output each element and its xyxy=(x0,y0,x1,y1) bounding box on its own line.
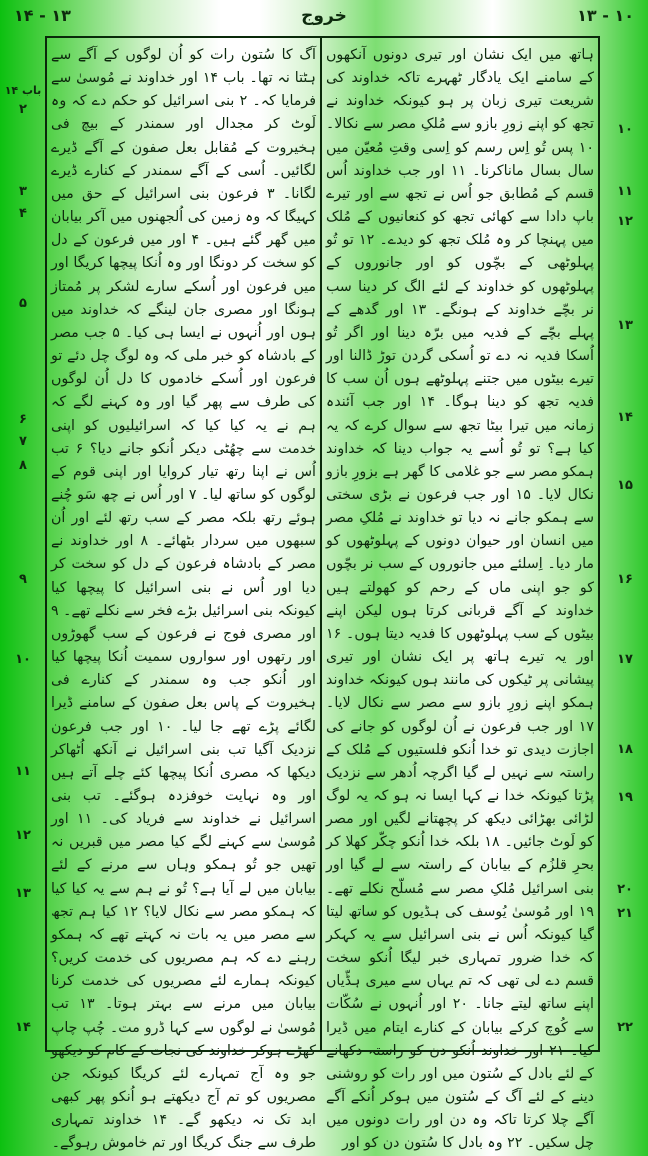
margin-verse-number: ۱۳ xyxy=(617,318,633,333)
margin-verse-number: ۱۲ xyxy=(617,214,633,229)
margin-verse-number: ۲ xyxy=(19,102,27,117)
margin-verse-number: ۱۰ xyxy=(617,122,633,137)
margin-verse-number: ۱۳ xyxy=(15,886,31,901)
margin-verse-number: ۸ xyxy=(19,458,27,473)
margin-verse-number: ۲۰ xyxy=(617,882,633,897)
header-left-reference: ۱۴ - ۱۳ xyxy=(14,6,71,25)
margin-verse-number: ۱۷ xyxy=(617,652,633,667)
margin-verse-number: ۱۴ xyxy=(15,1020,31,1035)
right-column-text: ہاتھ میں ایک نشان اور تیری دونوں آنکھوں کے سامنے ایک یادگار ٹھہرے تاکہ خداوند کی شریعت تیری زبان پر ہو کیونکہ خداوند نے تجھ کو اپنے زورِ بازو سے مُلکِ مصر سے نکالا۔ ۱۰ پس تُو اِس رسم کو اِسی وقتِ مُعیّن میں سال بسال ماناکرنا۔ ۱۱ اور جب خداوند اُس قسم کے مُطابق جو اُس نے تجھ سے اور تیرے باپ دادا سے کھائی تجھ کو کنعانیوں کے مُلک میں پہنچا کر وہ مُلک تجھ کو دیدے۔ ۱۲ تو تُو پہلوٹھی کے بچّوں کو اور جانوروں کے پہلوٹھوں کو خداوند کے لئے الگ کر دینا سب نر بچّے خداوند کے ہونگے۔ ۱۳ اور گدھے کے پہلے بچّے کے فدیہ میں برّہ دینا اور اگر تُو اُسکا فدیہ نہ دے تو اُسکی گردن توڑ ڈالنا اور تیرے بیٹوں میں جتنے پہلوٹھے ہوں اُن سب کا فدیہ تجھ کو دینا ہوگا۔ ۱۴ اور جب آئندہ زمانہ میں تیرا بیٹا تجھ سے سوال کرے کہ یہ کیا ہے؟ تو تُو اُسے یہ جواب دینا کہ خداوند ہمکو مصر سے جو غلامی کا گھر ہے بزورِ بازو نکال لایا۔ ۱۵ اور جب فرعون نے بڑی سختی سے ہمکو جانے نہ دیا تو خداوند نے مُلکِ مصر میں انسان اور حیوان دونوں کے پہلوٹھوں کو مار دیا۔ اِسلئے میں جانوروں کے سب نر بچّوں کو جو اپنی ماں کے رحم کو کھولتے ہیں خداوند کے آگے قربانی کرتا ہوں لیکن اپنے بیٹوں کے سب پہلوٹھوں کا فدیہ دیتا ہوں۔ ۱۶ اور یہ تیرے ہاتھ پر ایک نشان اور تیری پیشانی پر ٹیکوں کی مانند ہوں کیونکہ خداوند ہمکو اپنے زورِ بازو سے مصر سے نکال لایا۔ ۱۷ اور جب فرعون نے اُن لوگوں کو جانے کی اجازت دیدی تو خدا اُنکو فلستیوں کے مُلک کے راستہ سے نہیں لے گیا اگرچہ اُدھر سے نزدیک پڑتا کیونکہ خدا نے کہا ایسا نہ ہو کہ یہ لوگ لڑائی بھڑائی دیکھ کر پچھتانے لگیں اور مصر کو لَوٹ جائیں۔ ۱۸ بلکہ خدا اُنکو چکّر کھلا کر بحرِ قلزُم کے بیابان کے راستہ سے لے گیا اور بنی اسرائیل مُلکِ مصر سے مُسلّح نکلے تھے۔ ۱۹ اور مُوسیٰ یُوسف کی ہڈیوں کو ساتھ لیتا گیا کیونکہ اُس نے بنی اسرائیل سے یہ کہکر کہ خدا ضرور تمہاری خبر لیگا اُنکو سخت قسم دے لی تھی کہ تم یہاں سے میری ہڈّیاں اپنے ساتھ لیتے جانا۔ ۲۰ اور اُنہوں نے سُکّات سے کُوچ کرکے بیابان کے کنارے ایتام میں ڈیرا کیا۔ ۲۱ اور خداوند اُنکو دن کو راستہ دکھانے کے لئے بادل کے سُتون میں اور رات کو روشنی دینے کے لئے آگ کے سُتون میں ہوکر اُنکے آگے آگے چلا کرتا تاکہ وہ دن اور رات دونوں میں چل سکیں۔ ۲۲ وہ بادل کا سُتون دن کو اور xyxy=(326,47,595,1152)
margin-verse-number: ۱۴ xyxy=(617,410,633,425)
left-text-column xyxy=(51,44,317,1152)
right-text-column xyxy=(326,44,595,1152)
column-divider xyxy=(320,38,322,1050)
margin-verse-number: ۶ xyxy=(19,412,27,427)
margin-verse-number: ۴ xyxy=(19,206,27,221)
margin-verse-number: ۱۵ xyxy=(617,478,633,493)
margin-verse-number: ۱۱ xyxy=(15,764,31,779)
book-title: خروج xyxy=(301,6,347,26)
margin-verse-number: ۱۶ xyxy=(617,572,633,587)
header-right-reference: ۱۳ - ۱۰ xyxy=(577,6,634,25)
margin-verse-number: ۱۸ xyxy=(617,742,633,757)
margin-verse-number: ۹ xyxy=(19,572,27,587)
running-header xyxy=(0,6,648,30)
margin-verse-number: ۱۱ xyxy=(617,184,633,199)
margin-verse-number: ۲۱ xyxy=(617,906,633,921)
margin-chapter-heading: باب ۱۴ xyxy=(4,84,42,97)
margin-verse-number: ۱۹ xyxy=(617,790,633,805)
margin-verse-number: ۱۲ xyxy=(15,828,31,843)
margin-verse-number: ۷ xyxy=(19,434,27,449)
margin-verse-number: ۳ xyxy=(19,184,27,199)
margin-verse-number: ۵ xyxy=(19,296,27,311)
left-column-text: آگ کا سُتون رات کو اُن لوگوں کے آگے سے ہٹتا نہ تھا۔ باب ۱۴ اور خداوند نے مُوسیٰ سے فرمایا کہ۔ ۲ بنی اسرائیل کو حکم دے کہ وہ لَوٹ کر مجدال اور سمندر کے بیچ فی ہخیروت کے مُقابل بعل صفون کے آگے ڈیرے لگائیں۔ اُسی کے آگے سمندر کے کنارے ڈیرے لگانا۔ ۳ فرعون بنی اسرائیل کے حق میں کہیگا کہ وہ زمین کی اُلجھنوں میں آکر بیابان میں گھر گئے ہیں۔ ۴ اور میں فرعون کے دل کو سخت کر دونگا اور وہ اُنکا پیچھا کریگا اور میں فرعون اور اُسکے سارے لشکر پر مُمتاز ہونگا اور مصری جان لینگے کہ خداوند میں ہوں اور اُنہوں نے ایسا ہی کیا۔ ۵ جب مصر کے بادشاہ کو خبر ملی کہ وہ لوگ چل دئے تو فرعون اور اُسکے خادموں کا دل اُن لوگوں کی طرف سے پھر گیا اور وہ کہنے لگے کہ ہم نے یہ کیا کیا کہ اسرائیلیوں کو اپنی خدمت سے چھُٹی دیکر اُنکو جانے دیا؟ ۶ تب اُس نے اپنا رتھ تیار کروایا اور اپنی قوم کے لوگوں کو ساتھ لیا۔ ۷ اور اُس نے چھ سَو چُنے ہوئے رتھ بلکہ مصر کے سب رتھ لئے اور اُن سبھوں میں سردار بٹھائے۔ ۸ اور خداوند نے مصر کے بادشاہ فرعون کے دل کو سخت کر دیا اور اُس نے بنی اسرائیل کا پیچھا کیا کیونکہ بنی اسرائیل بڑے فخر سے نکلے تھے۔ ۹ اور مصری فوج نے فرعون کے سب گھوڑوں اور رتھوں اور سواروں سمیت اُنکا پیچھا کیا اور اُنکو جب وہ سمندر کے کنارے فی ہخیروت کے پاس بعل صفون کے سامنے ڈیرا لگائے پڑے تھے جا لیا۔ ۱۰ اور جب فرعون نزدیک آگیا تب بنی اسرائیل نے آنکھ اُٹھاکر دیکھا کہ مصری اُنکا پیچھا کئے چلے آتے ہیں اور وہ نہایت خوفزدہ ہوگئے۔ تب بنی اسرائیل نے خداوند سے فریاد کی۔ ۱۱ اور مُوسیٰ سے کہنے لگے کیا مصر میں قبریں نہ تھیں جو تُو ہمکو وہاں سے مرنے کے لئے بیابان میں لے آیا ہے؟ تُو نے ہم سے یہ کیا کیا کہ ہمکو مصر سے نکال لایا؟ ۱۲ کیا ہم تجھ سے مصر میں یہ بات نہ کہتے تھے کہ ہمکو رہنے دے کہ ہم مصریوں کی خدمت کریں؟ کیونکہ ہمارے لئے مصریوں کی خدمت کرنا بیابان میں مرنے سے بہتر ہوتا۔ ۱۳ تب مُوسیٰ نے لوگوں سے کہا ڈرو مت۔ چُپ چاپ کھڑے ہوکر خداوند کی نجات کے کام کو دیکھو جو وہ آج تمہارے لئے کریگا کیونکہ جن مصریوں کو تم آج دیکھتے ہو اُنکو پھر کبھی ابد تک نہ دیکھو گے۔ ۱۴ خداوند تمہاری طرف سے جنگ کریگا اور تم خاموش رہوگے۔ xyxy=(51,47,317,1152)
margin-verse-number: ۲۲ xyxy=(617,1020,633,1035)
margin-verse-number: ۱۰ xyxy=(15,652,31,667)
